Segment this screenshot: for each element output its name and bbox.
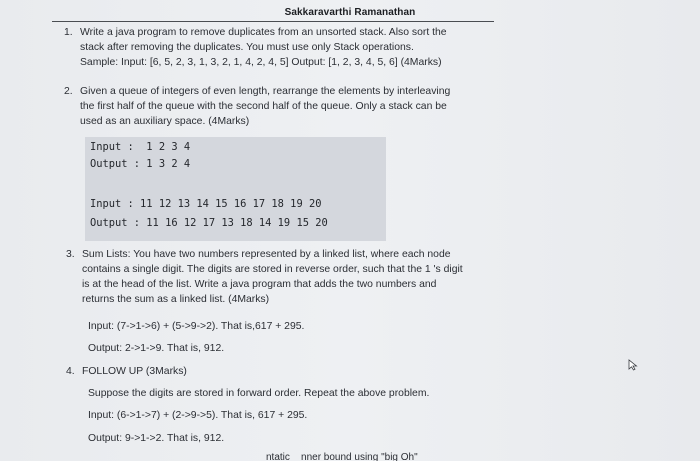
question-line: Given a queue of integers of even length, rearrange the elements by interleaving [80, 86, 451, 97]
author-header: Sakkaravarthi Ramanathan [284, 7, 416, 18]
q3-input: Input: (7->1->6) + (5->9->2). That is,617 + 295. [88, 321, 305, 332]
example-input: Input : 1 2 3 4 [90, 141, 191, 153]
example-output: Output : 1 3 2 4 [90, 158, 191, 170]
question-line: returns the sum as a linked list. (4Marks) [82, 294, 270, 305]
q4-line: Suppose the digits are stored in forward order. Repeat the above problem. [88, 388, 430, 399]
question-body [80, 25, 447, 70]
question-2 [64, 84, 504, 134]
question-line: the first half of the queue with the second half of the queue. Only a stack can be [80, 101, 447, 112]
q3-output: Output: 2->1->9. That is, 912. [88, 343, 225, 354]
q4-output: Output: 9->1->2. That is, 912. [88, 433, 225, 444]
question-line: used as an auxiliary space. (4Marks) [80, 116, 250, 127]
question-4 [66, 364, 366, 379]
question-body [80, 84, 450, 129]
question-line: stack after removing the duplicates. You must use only Stack operations. [80, 42, 414, 53]
question-title: FOLLOW UP (3Marks) [82, 366, 187, 377]
question-line: Sample: Input: [6, 5, 2, 3, 1, 3, 2, 1, 4, 2, 4, 5] Output: [1, 2, 3, 4, 5, 6] (4Marks) [80, 57, 442, 68]
example-input: Input : 11 12 13 14 15 16 17 18 19 20 [90, 198, 322, 210]
mouse-cursor-icon [628, 359, 640, 371]
example-output: Output : 11 16 12 17 13 18 14 19 15 20 [90, 217, 328, 229]
question-1 [64, 25, 504, 75]
question-line: contains a single digit. The digits are stored in reverse order, such that the 1 's digit [82, 264, 463, 275]
question-line: Sum Lists: You have two numbers represented by a linked list, where each node [82, 249, 451, 260]
question-number: 4. [66, 366, 75, 377]
question-line: is at the head of the list. Write a java program that adds the two numbers and [82, 279, 437, 290]
question-line: Write a java program to remove duplicates from an unsorted stack. Also sort the [80, 27, 447, 38]
question-body [82, 247, 463, 307]
question-number: 3. [66, 249, 75, 260]
question-3 [66, 247, 506, 311]
example-box-1 [85, 137, 386, 184]
question-number: 2. [64, 86, 73, 97]
example-box-2 [85, 184, 386, 241]
header-rule [52, 21, 494, 22]
q4-input: Input: (6->1->7) + (2->9->5). That is, 617 + 295. [88, 410, 308, 421]
cut-off-text: ntatic nner bound using "big Oh" [266, 452, 418, 461]
question-number: 1. [64, 27, 73, 38]
